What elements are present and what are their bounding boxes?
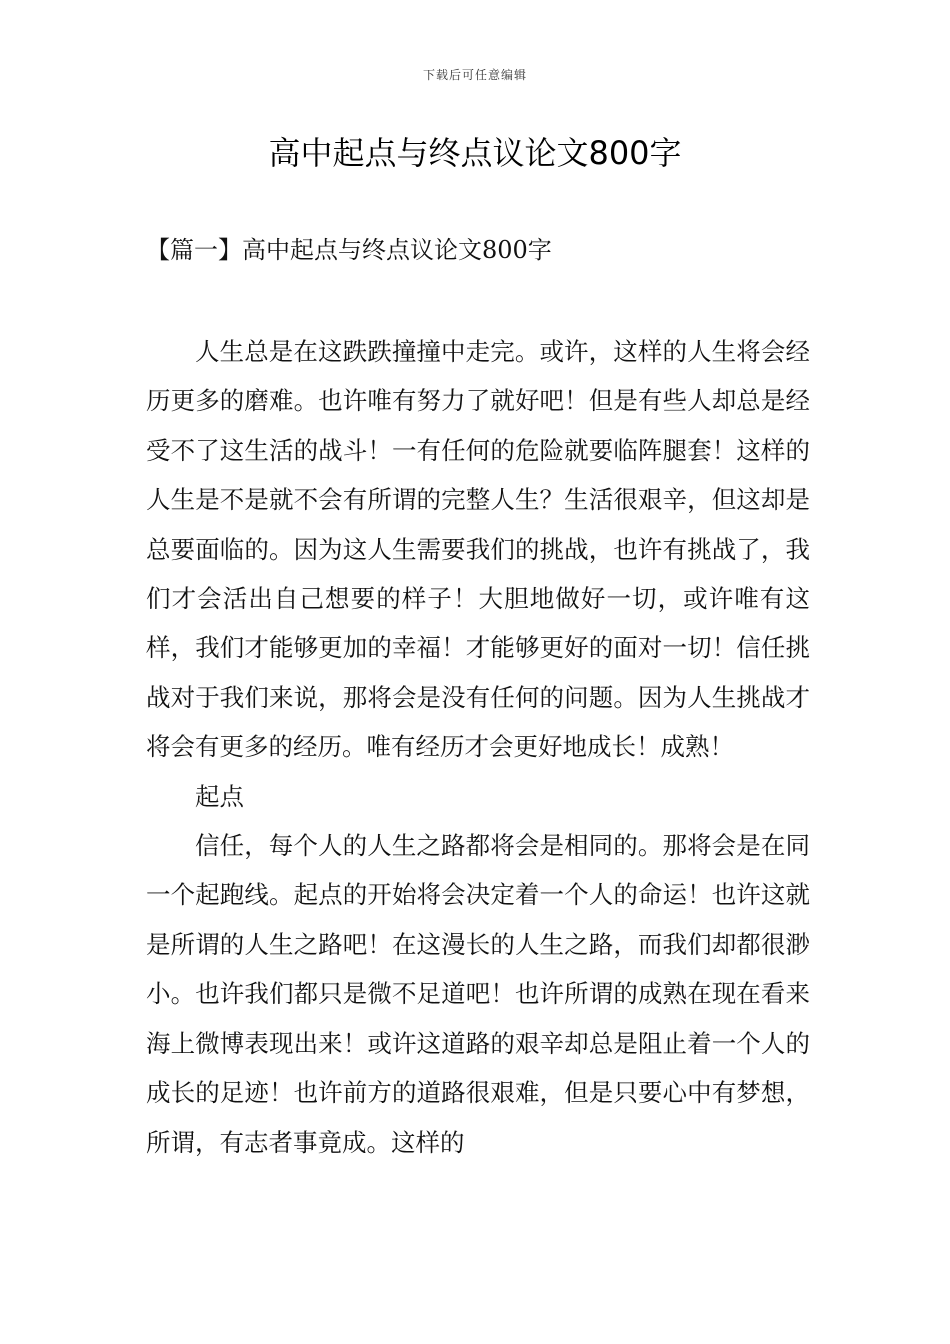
paragraph: 信任，每个人的人生之路都将会是相同的。那将会是在同一个起跑线。起点的开始将会决定着一个人的命运！也许这就是所谓的人生之路吧！在这漫长的人生之路，而我们却都很渺小。也许我们都只是微不足道吧！也许所谓的成熟在现在看来海上微博表现出来！或许这道路的艰辛却总是阻止着一个人的成长的足迹！也许前方的道路很艰难，但是只要心中有梦想，所谓，有志者事竟成。这样的 bbox=[146, 831, 810, 1157]
section-heading: 【篇一】高中起点与终点议论文800字 bbox=[146, 236, 552, 264]
document-title: 高中起点与终点议论文800字 bbox=[268, 134, 682, 172]
paragraph: 人生总是在这跌跌撞撞中走完。或许，这样的人生将会经历更多的磨难。也许唯有努力了就好吧！但是有些人却总是经受不了这生活的战斗！一有任何的危险就要临阵腿套！这样的人生是不是就不会有所谓的完整人生？生活很艰辛，但这却是总要面临的。因为这人生需要我们的挑战，也许有挑战了，我们才会活出自己想要的样子！大胆地做好一切，或许唯有这样，我们才能够更加的幸福！才能够更好的面对一切！信任挑战对于我们来说，那将会是没有任何的问题。因为人生挑战才将会有更多的经历。唯有经历才会更好地成长！成熟！ bbox=[146, 337, 810, 762]
header-note: 下载后可任意编辑 bbox=[422, 68, 527, 82]
paragraph-subheading: 起点 bbox=[195, 781, 244, 811]
body-text bbox=[146, 327, 810, 1167]
